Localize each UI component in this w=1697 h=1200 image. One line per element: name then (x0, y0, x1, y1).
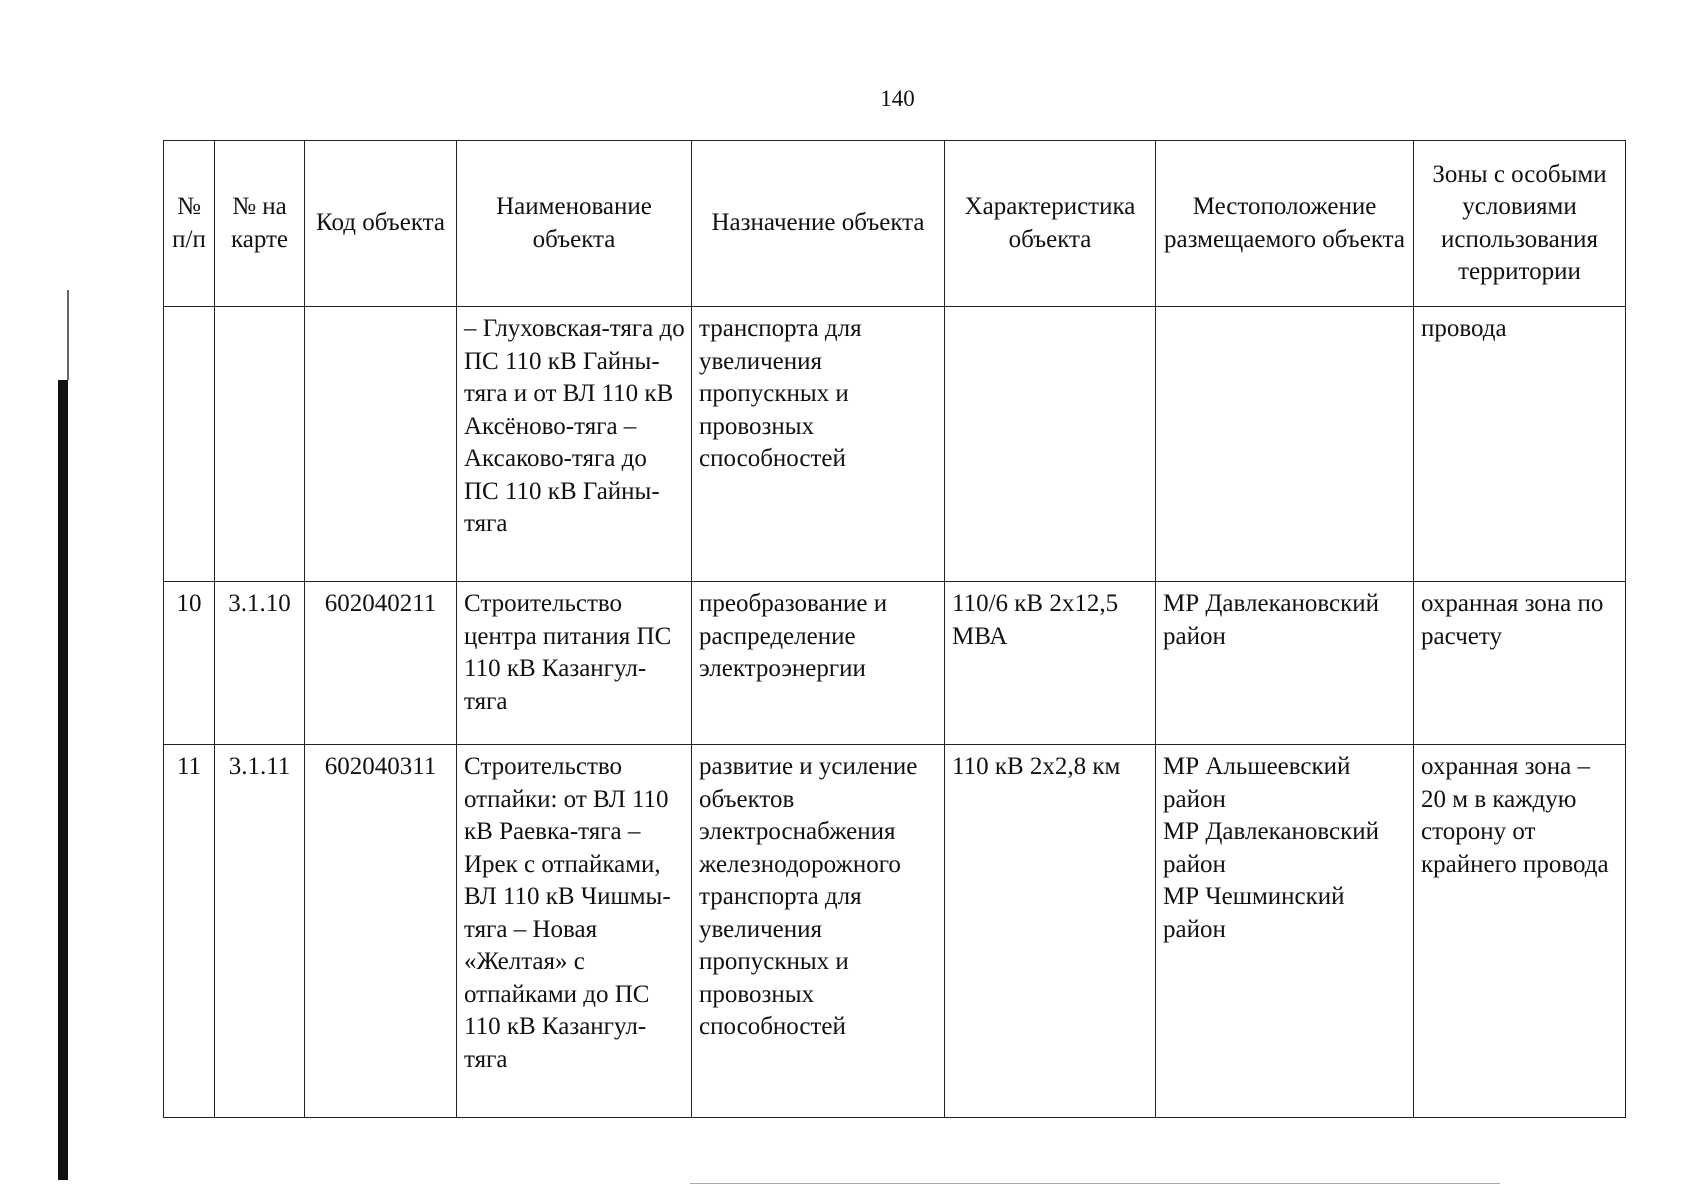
scan-edge-line (67, 290, 69, 380)
cell-location (1156, 745, 1414, 1118)
cell-purpose: преобразование и распределение электроэнергии (692, 582, 945, 745)
header-name: Наименование объекта (457, 141, 692, 307)
header-zones: Зоны с особыми условиями использования территории (1414, 141, 1626, 307)
cell-name: Строительство отпайки: от ВЛ 110 кВ Раевка-тяга – Ирек с отпайками, ВЛ 110 кВ Чишмы-тяга – Новая «Желтая» с отпайками до ПС 110 кВ Казангул-тяга (457, 745, 692, 1118)
table-header-row (164, 141, 1626, 307)
header-num: № п/п (164, 141, 215, 307)
scan-bottom-line (690, 1183, 1500, 1184)
cell-characteristic (945, 307, 1156, 582)
table-row (164, 745, 1626, 1118)
header-characteristic: Характеристика объекта (945, 141, 1156, 307)
cell-characteristic: 110 кВ 2x2,8 км (945, 745, 1156, 1118)
objects-table (163, 140, 1626, 1118)
cell-code: 602040211 (305, 582, 457, 745)
cell-zones: охранная зона по расчету (1414, 582, 1626, 745)
page-number: 140 (880, 86, 915, 111)
cell-code: 602040311 (305, 745, 457, 1118)
header-purpose: Назначение объекта (692, 141, 945, 307)
cell-characteristic: 110/6 кВ 2x12,5 МВА (945, 582, 1156, 745)
cell-name: Строительство центра питания ПС 110 кВ Казангул-тяга (457, 582, 692, 745)
scan-edge-mark (58, 380, 68, 1180)
cell-map-num: 3.1.11 (215, 745, 305, 1118)
cell-num: 10 (164, 582, 215, 745)
cell-code (305, 307, 457, 582)
cell-zones: провода (1414, 307, 1626, 582)
location-line: МР Альшеевский район (1163, 753, 1351, 813)
cell-map-num (215, 307, 305, 582)
location-line: МР Давлекановский район (1163, 818, 1379, 878)
cell-num (164, 307, 215, 582)
location-line: МР Чешминский район (1163, 883, 1345, 943)
cell-purpose: развитие и усиление объектов электроснабжения железнодорожного транспорта для увеличения пропускных и провозных способностей (692, 745, 945, 1118)
location-line: МР Давлекановский район (1163, 590, 1379, 650)
header-map-num: № на карте (215, 141, 305, 307)
cell-name: – Глуховская-тяга до ПС 110 кВ Гайны-тяга и от ВЛ 110 кВ Аксёново-тяга – Аксаково-тяга до ПС 110 кВ Гайны-тяга (457, 307, 692, 582)
cell-map-num: 3.1.10 (215, 582, 305, 745)
table-row (164, 307, 1626, 582)
cell-location (1156, 307, 1414, 582)
header-location: Местоположение размещаемого объекта (1156, 141, 1414, 307)
header-code: Код объекта (305, 141, 457, 307)
table-row (164, 582, 1626, 745)
cell-purpose: транспорта для увеличения пропускных и провозных способностей (692, 307, 945, 582)
cell-num: 11 (164, 745, 215, 1118)
cell-location (1156, 582, 1414, 745)
cell-zones: охранная зона – 20 м в каждую сторону от крайнего провода (1414, 745, 1626, 1118)
